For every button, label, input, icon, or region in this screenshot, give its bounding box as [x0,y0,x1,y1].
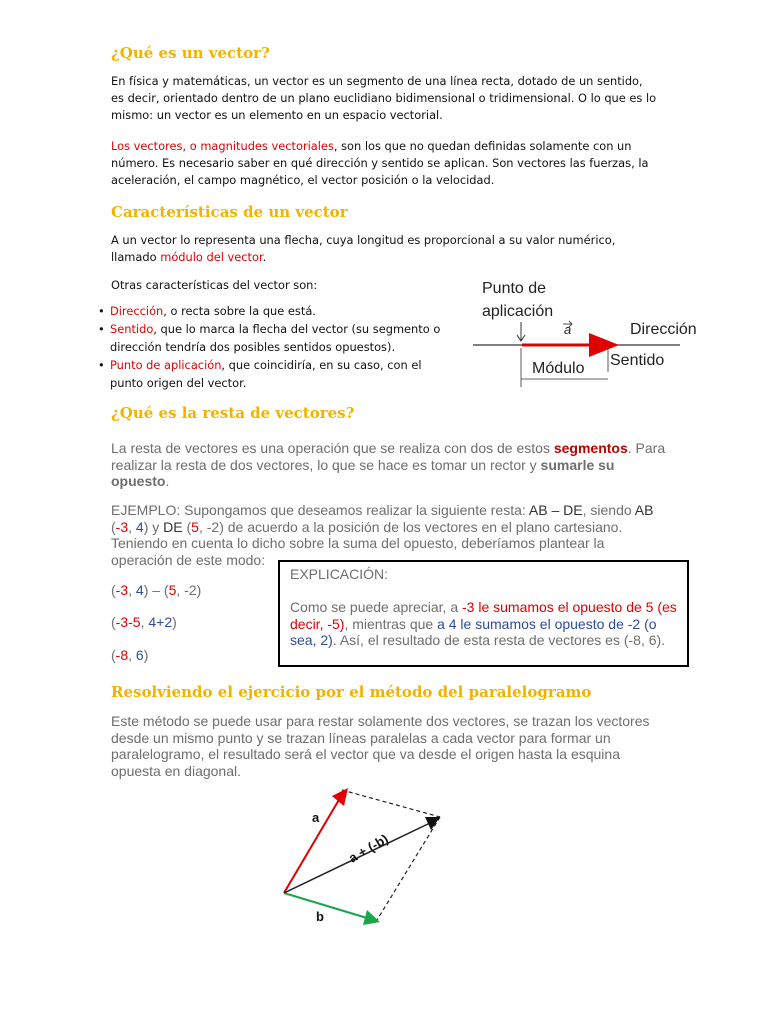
vector-anatomy-diagram [468,272,698,397]
paragraph-resta [111,440,671,490]
highlight-vectores: Los vectores, o magnitudes vectoriales [111,139,334,153]
list-item [98,356,448,392]
explanation-text [290,599,685,649]
list-text: , que coincidiría, en su caso, con el punto origen del vector. [110,358,422,390]
calc-text: ) – ( [143,582,169,598]
calc-text: , -2) [176,582,202,598]
calc-line-1 [111,582,201,598]
calc-text: , [140,614,149,630]
label-vector-a: a [564,322,572,337]
label-modulo: Módulo [532,360,585,377]
label-aplicacion-text: aplicación [482,303,554,320]
calc-text: ) [143,647,149,663]
value-4: 4 [135,518,144,535]
list-text: , que lo marca la flecha del vector (su segmento o dirección tendría dos posibles sentidos opuestos). [110,322,441,354]
heading-resta-vectores: ¿Qué es la resta de vectores? [111,404,355,422]
calc-value: 4 [135,582,144,598]
label-a-plus-minus-b: a + (-b) [346,831,391,866]
highlight-segmentos: segmentos [553,440,628,456]
heading-caracteristicas: Características de un vector [111,203,348,221]
explanation-box [278,560,689,667]
text-paren1: ( [111,518,116,535]
paragraph-definicion: En física y matemáticas, un vector es un segmento de una línea recta, dotado de un sentido, es decir, orientado dentro de un plano euclidiano bidimensional o tridimensional. O lo que es lo mismo: un vector es un elemento en un espacio vectorial. [111,74,657,122]
list-item [98,302,448,320]
calc-line-2 [111,614,177,630]
vector-a-arrowhead [332,788,348,806]
heading-metodo-paralelogramo: Resolviendo el ejercicio por el método del paralelogramo [111,683,592,701]
heading-que-es-un-vector: ¿Qué es un vector? [111,44,270,62]
calc-text: ( [111,582,116,598]
calc-line-3 [111,647,148,663]
text-flecha-start: A un vector lo representa una flecha, cuya longitud es proporcional a su valor numérico, llamado [111,233,616,264]
paragraph-otras-caracteristicas: Otras características del vector son: [111,278,318,292]
vector-b-line [284,893,367,918]
calc-text: , [128,647,136,663]
highlight-sumarle-opuesto: sumarle su opuesto [111,456,615,489]
paragraph-magnitudes [111,138,659,189]
calc-value: 4+2 [148,614,173,630]
calc-text: ( [111,647,116,663]
paragraph-paralelogramo: Este método se puede usar para restar solamente dos vectores, se trazan los vectores desde un mismo punto y se trazan líneas paralelas a cada vector para formar un paralelogramo, el resultado será el vector que va desde el origen hasta la esquina opuesta en diagonal. [111,713,650,779]
list-term: Dirección [110,304,164,318]
dashed-side-top [342,790,440,817]
text-siendo: , siendo [582,502,635,518]
label-sentido: Sentido [610,352,665,369]
calc-value: -3-5 [115,614,141,630]
text-comma1: , [128,518,136,535]
text-magnitudes-rest: , son los que no quedan definidas solamente con un número. Es necesario saber en qué dirección y sentido se aplican. Son vectores las fuerzas, la aceleración, el campo magnético, el vector posición o la velocidad. [111,139,649,187]
calc-value: -3 [115,582,129,598]
explanation-title: EXPLICACIÓN: [290,566,389,582]
calc-value: 5 [168,582,177,598]
parallelogram-diagram [270,780,460,930]
label-punto-de: Punto de [482,280,547,297]
calc-value: 6 [135,647,144,663]
bullet-icon: • [98,304,105,318]
text-flecha-end: . [262,250,267,264]
list-term: Punto de aplicación [110,358,222,372]
explanation-t3: , mientras que [344,615,438,632]
text-resta-end: . [165,473,170,489]
explanation-t1: Como se puede apreciar, a [290,599,462,615]
calc-value: -8 [115,647,129,663]
text-paren2: ( [182,518,192,535]
text-ab: AB [634,502,654,518]
text-resta-mid: . Para realizar la resta de dos vectores, lo que se hace es tomar un rector y [111,440,666,473]
list-term: Sentido [110,322,154,336]
vector-b-arrowhead [363,910,380,925]
label-direccion: Dirección [630,321,697,338]
bullet-icon: • [98,322,105,336]
highlight-modulo: módulo del vector [160,250,263,264]
explanation-t5: . Así, el resultado de esta resta de vectores es (-8, 6). [332,632,666,648]
value-minus3: -3 [115,518,129,535]
dashed-side-right [377,817,440,920]
text-ejemplo-rest: , -2) de acuerdo a la posición de los vectores en el plano cartesiano. Teniendo en cuenta lo dicho sobre la suma del opuesto, deberíamos plantear la operación de este modo: [111,518,623,568]
calc-text: ) [172,614,177,630]
list-item [98,320,448,356]
text-ab-de: AB – DE [528,502,583,518]
explanation-t2: -3 le sumamos el opuesto de 5 (es decir, -5) [290,599,677,632]
label-b: b [316,909,324,924]
text-de: DE [163,518,183,535]
list-text: , o recta sobre la que está. [163,304,316,318]
text-ejemplo: EJEMPLO: Supongamos que deseamos realizar la siguiente resta: [111,502,529,518]
value-5: 5 [191,518,199,535]
label-a: a [312,810,320,825]
calc-text: , [128,582,136,598]
bullet-icon: • [98,358,105,372]
paragraph-flecha [111,232,641,266]
text-resta-start: La resta de vectores es una operación que se realiza con dos de estos [111,440,554,456]
characteristics-list [98,302,448,392]
paragraph-ejemplo [111,502,666,568]
text-y: ) y [143,518,164,535]
explanation-t4: a 4 le sumamos el opuesto de -2 (o sea, 2) [290,615,657,648]
calc-text: ( [111,614,116,630]
